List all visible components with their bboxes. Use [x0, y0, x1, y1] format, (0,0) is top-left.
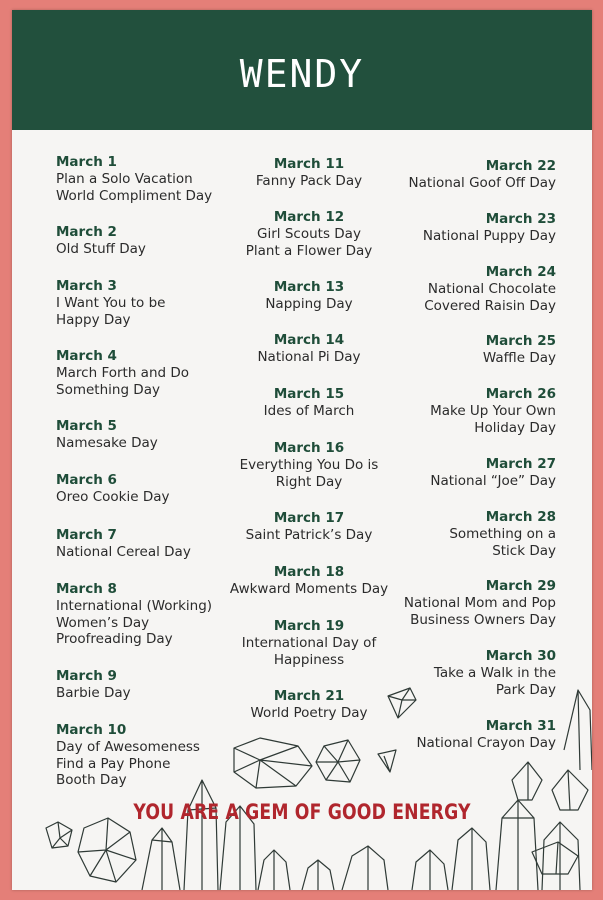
entry-line: World Compliment Day	[56, 187, 213, 204]
entry-line: Take a Walk in the	[433, 665, 556, 681]
entry-line: March Forth and Do	[56, 365, 190, 381]
entry-march-9	[56, 668, 131, 702]
entry-date: March 22	[485, 158, 556, 174]
entry-march-1	[56, 154, 212, 204]
entry-line: National “Joe” Day	[430, 473, 556, 489]
entry-date: March 29	[485, 578, 556, 594]
entry-date: March 24	[485, 264, 556, 280]
entry-date: March 12	[273, 209, 345, 225]
entry-date: March 4	[56, 348, 117, 364]
tagline: YOU ARE A GEM OF GOOD ENERGY	[133, 800, 471, 824]
entry-line: Saint Patrick’s Day	[245, 527, 373, 543]
entry-march-4	[56, 348, 189, 398]
entry-march-24	[392, 264, 556, 314]
entry-date: March 13	[273, 279, 345, 295]
entry-line: World Poetry Day	[250, 705, 368, 721]
entry-date: March 26	[485, 386, 556, 402]
entry-march-10	[56, 722, 200, 789]
entry-date: March 8	[56, 581, 117, 597]
entry-date: March 7	[56, 527, 117, 543]
entry-march-17	[224, 510, 394, 544]
entry-date: March 10	[56, 722, 127, 738]
holiday-card	[12, 10, 592, 890]
entry-line: Make Up Your Own	[430, 403, 556, 419]
entry-line: Namesake Day	[56, 435, 158, 451]
entry-line: Booth Day	[56, 772, 127, 788]
entry-march-15	[224, 386, 394, 420]
entry-line: Happiness	[273, 651, 345, 668]
entry-line: Stick Day	[492, 542, 556, 559]
entry-date: March 2	[56, 224, 117, 240]
entry-date: March 16	[273, 440, 345, 456]
entry-date: March 6	[56, 472, 117, 488]
entry-date: March 19	[273, 618, 345, 634]
entry-line: Something Day	[56, 381, 160, 398]
entry-march-2	[56, 224, 146, 258]
entry-march-11	[224, 156, 394, 190]
entry-line: Everything You Do is	[239, 457, 379, 473]
entry-march-13	[224, 279, 394, 313]
entry-date: March 21	[273, 688, 345, 704]
entry-line: National Mom and Pop	[403, 595, 556, 611]
entry-line: Girl Scouts Day	[257, 226, 361, 242]
entry-line: International Day of	[241, 635, 377, 651]
entry-date: March 5	[56, 418, 117, 434]
entry-line: Proofreading Day	[56, 631, 173, 647]
entry-line: Day of Awesomeness	[56, 739, 200, 755]
entry-line: Oreo Cookie Day	[56, 489, 170, 505]
entry-march-7	[56, 527, 191, 561]
entry-march-3	[56, 278, 165, 328]
entry-line: Barbie Day	[56, 685, 131, 701]
entry-line: Plant a Flower Day	[245, 242, 373, 259]
entry-date: March 28	[485, 509, 556, 525]
entry-march-16	[224, 440, 394, 490]
entry-march-30	[392, 648, 556, 698]
entry-march-22	[392, 158, 556, 192]
entry-line: Waffle Day	[482, 350, 556, 366]
entry-line: Happy Day	[56, 311, 131, 328]
entry-line: National Puppy Day	[422, 228, 556, 244]
entry-line: Park Day	[495, 681, 556, 698]
entry-march-8	[56, 581, 212, 648]
entry-date: March 15	[273, 386, 345, 402]
entry-march-18	[224, 564, 394, 598]
entry-date: March 25	[485, 333, 556, 349]
entry-march-6	[56, 472, 170, 506]
entry-march-28	[392, 509, 556, 559]
entry-date: March 31	[485, 718, 556, 734]
entry-line: Right Day	[275, 473, 343, 490]
entry-march-19	[224, 618, 394, 668]
entry-line: Ides of March	[263, 403, 355, 419]
entry-march-23	[392, 211, 556, 245]
entry-date: March 1	[56, 154, 117, 170]
entry-line: National Cereal Day	[56, 544, 191, 560]
entry-date: March 23	[485, 211, 556, 227]
entry-line: Something on a	[449, 526, 556, 542]
entry-line: National Goof Off Day	[408, 175, 556, 191]
entry-march-21	[224, 688, 394, 722]
entry-line: International (Working)	[56, 598, 213, 614]
entry-date: March 18	[273, 564, 345, 580]
entry-line: Find a Pay Phone	[56, 755, 171, 772]
entry-march-31	[392, 718, 556, 752]
entry-line: I Want You to be	[56, 295, 166, 311]
entry-march-26	[392, 386, 556, 436]
entry-line: Women’s Day	[56, 614, 150, 631]
entry-line: National Chocolate	[427, 281, 556, 297]
entry-line: Napping Day	[265, 296, 353, 312]
entry-date: March 14	[273, 332, 345, 348]
entry-line: Awkward Moments Day	[229, 581, 389, 597]
entry-line: National Crayon Day	[416, 735, 556, 751]
entry-line: Business Owners Day	[410, 611, 556, 628]
entry-date: March 3	[56, 278, 117, 294]
entry-march-27	[392, 456, 556, 490]
entry-line: National Pi Day	[257, 349, 361, 365]
entry-line: Plan a Solo Vacation	[56, 171, 193, 187]
entry-line: Holiday Day	[474, 419, 556, 436]
entry-march-29	[392, 578, 556, 628]
entry-date: March 30	[485, 648, 556, 664]
entry-line: Old Stuff Day	[56, 241, 146, 257]
entry-date: March 9	[56, 668, 117, 684]
entry-date: March 17	[273, 510, 345, 526]
entry-march-14	[224, 332, 394, 366]
entry-march-12	[224, 209, 394, 259]
entry-march-5	[56, 418, 158, 452]
entry-date: March 11	[273, 156, 345, 172]
entry-line: Covered Raisin Day	[424, 297, 556, 314]
entry-line: Fanny Pack Day	[255, 173, 363, 189]
entry-date: March 27	[485, 456, 556, 472]
card-title: WENDY	[239, 52, 365, 96]
entry-march-25	[392, 333, 556, 367]
